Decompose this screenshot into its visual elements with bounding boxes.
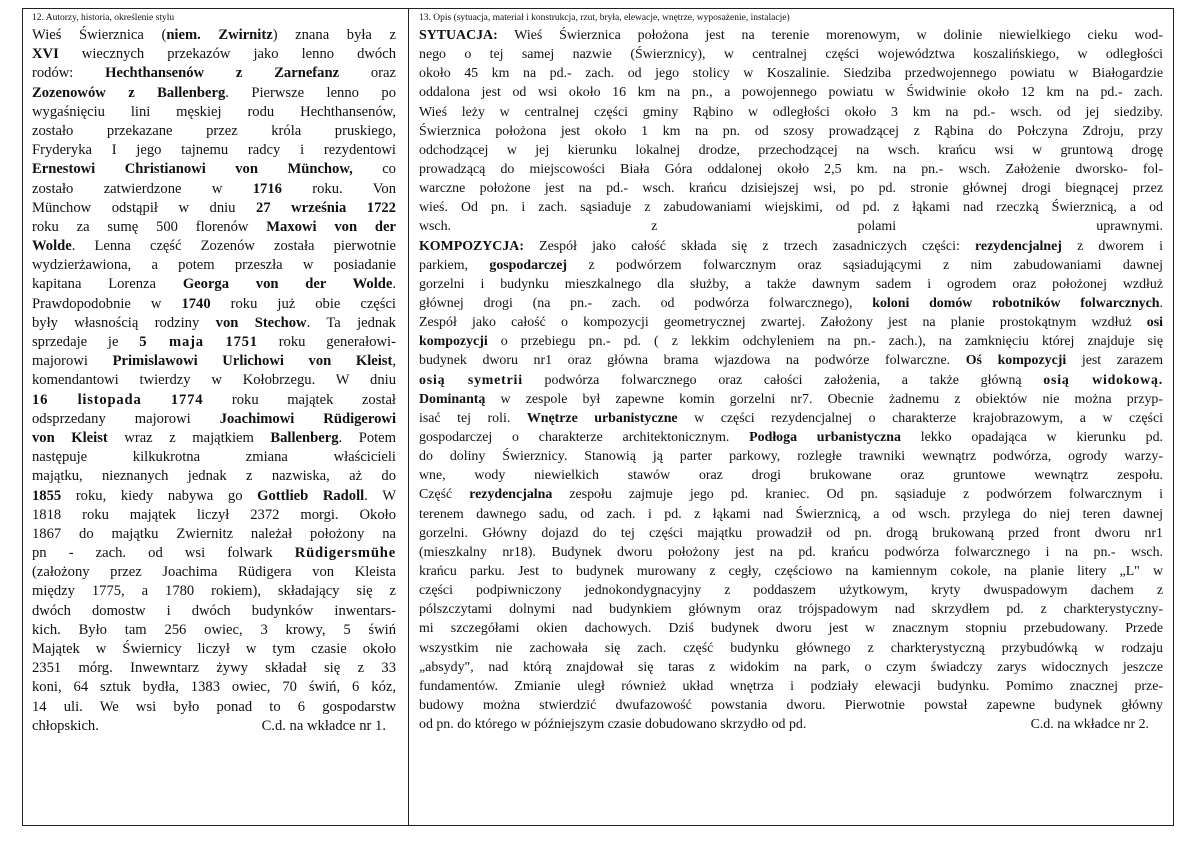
text-run: kapitana Lorenza [32, 276, 183, 293]
text-run: roku generałowi- [257, 334, 396, 350]
section-13-header: 13. Opis (sytuacja, materiał i konstrukcja, rzut, bryła, elewacje, wnętrze, wyposażenie, instalacje) [419, 13, 790, 23]
description-line [419, 409, 1163, 428]
emphasized-text: osią symetrii [419, 372, 523, 388]
description-line [419, 256, 1163, 275]
text-run: majątku, nieznanych jednak z nazwiska, aż do [32, 468, 396, 485]
text-run: (założony przez Joachima Rüdigera von Kleista [32, 564, 396, 581]
emphasized-text: 5 maja 1751 [139, 334, 258, 350]
text-run: pólszczytami dolnymi nad budynkiem głównym oraz trójspadowym nad skrzydłem pd. z charkterystyczny- [419, 602, 1163, 618]
right-column [409, 9, 1175, 734]
text-run: rodów: [32, 65, 106, 82]
history-line [32, 218, 396, 237]
text-run: gospodarczej o charakterze architektonicznym. [419, 429, 750, 445]
emphasized-text: Podłoga urbanistyczna [749, 429, 901, 445]
text-run: roku za sumę 500 florenów [32, 218, 267, 235]
emphasized-text: Hechthansenów z Zarnefanz [105, 65, 340, 82]
description-line [419, 351, 1163, 370]
text-run: Wieś leży w centralnej części gminy Rąbino w odległości około 3 km na pd.- wsch. od jej siedziby. [419, 104, 1163, 120]
emphasized-text: Dominantą [419, 391, 486, 407]
text-run: w części rezydencjalnej o charakterze krajobrazowym, a w części [677, 410, 1163, 426]
emphasized-text: 27 września 1722 [256, 199, 396, 216]
text-run: roku już obie części [210, 295, 396, 312]
text-run: wydzierżawiona, a potem przeszła w posiadanie [32, 257, 396, 274]
text-run: zostało przekazane przez króla pruskiego, [32, 122, 396, 139]
history-line [32, 448, 396, 467]
text-run: 14 uli. We wsi było ponad to 6 gospodarstw [32, 698, 396, 715]
emphasized-text: Zozenowów z Ballenberg [32, 84, 226, 101]
history-line [32, 64, 396, 83]
text-run: roku. Von [281, 180, 396, 197]
text-run: części podpiwniczony jednokondygnacyjny z poddaszem użytkowym, kryty dwuspadowym dachem z [419, 583, 1163, 599]
history-text [32, 26, 396, 717]
history-line [32, 429, 396, 448]
description-line [419, 275, 1163, 294]
description-line [419, 83, 1163, 102]
emphasized-text: gospodarczej [489, 257, 568, 273]
emphasized-text: koloni domów robotników folwarcznych [872, 295, 1160, 311]
emphasized-text: Primislawowi Urlichowi von Kleist [112, 353, 393, 370]
text-run: Fryderyka I jego tajnemu radcy i rezydentowi [32, 142, 396, 159]
description-line [419, 122, 1163, 141]
text-run: budowy można stwierdzić dwufazowość powstania dworu. Pierwotnie powstał zapewne budynek główny [419, 697, 1163, 713]
text-run: mi szczegółami okien dachowych. Dziś budynek dworu jest w znacznym stopniu przebudowany. Przede [419, 621, 1163, 637]
continuation-note: C.d. na wkładce nr 1. [261, 717, 386, 734]
emphasized-text: Georga von der Wolde [182, 276, 393, 293]
text-run: wszystkim nie zachowała się zach. część budynku głównego z charkterystyczną przybudówką w rodzaju [419, 640, 1163, 656]
text-run: do doliny Świerznicy. Stanowią ją parter parkowy, rozległe trawniki wewnątrz podwórza, ogrody warzy- [419, 449, 1163, 465]
text-run: roku, kiedy nabywa go [61, 487, 258, 504]
left-column [23, 9, 408, 736]
emphasized-text: Oś kompozycji [965, 353, 1067, 369]
text-run: . W [364, 487, 396, 504]
text-run: krańcu parku. Jest to budynek murowany z cegły, częściowo na kamiennym cokole, na planie litery „L" w [419, 563, 1163, 579]
description-line [419, 581, 1163, 600]
emphasized-text: Rüdigersmühe [294, 545, 396, 562]
text-run: warczne położone jest na pd.- wsch. krańcu dzisiejszej wsi, po pd. stronie głównej drogi biegnącej przez [419, 181, 1163, 197]
text-run: ) znana była z [272, 27, 396, 43]
description-last-line [419, 715, 1163, 734]
description-line [419, 390, 1163, 409]
description-last-text: od pn. do którego w późniejszym czasie dobudowano skrzydło od pd. [419, 717, 807, 733]
text-run: zostało zatwierdzone w [32, 180, 253, 197]
history-last-text: chłopskich. [32, 717, 99, 734]
history-line [32, 295, 396, 314]
text-run: fundamentów. Zmianie uległ również układ wnętrza i podziały elewacji budynku. Pomimo znacznej prze- [419, 678, 1163, 694]
text-run: nego o tej samej nazwie (Świerznicy), w centralnej części województwa koszalińskiego, w odległości [419, 47, 1163, 63]
history-line [32, 582, 396, 601]
emphasized-text: Ballenberg [270, 429, 339, 446]
description-line [419, 677, 1163, 696]
description-text [419, 26, 1163, 715]
text-run: o przebiegu pn.- pd. ( z lekkim odchyleniem na pn.- zach.), na zamknięciu której znajduje się [487, 334, 1163, 350]
description-line [419, 371, 1163, 390]
emphasized-text: Wnętrze urbanistyczne [526, 410, 678, 426]
description-line [419, 64, 1163, 83]
description-line [419, 447, 1163, 466]
history-line [32, 621, 396, 640]
history-line [32, 506, 396, 525]
text-run: . [1159, 295, 1163, 311]
text-run: koni, 64 sztuk bydła, 1383 owiec, 70 świń, 6 kóz, [32, 679, 396, 696]
history-line [32, 487, 396, 506]
text-run: . Potem [338, 429, 396, 446]
text-run: odchodzącej w jej kierunku lokalnej drodze, przechodzącej na wsch. krańcu wsi w gruntową drogę [419, 142, 1163, 158]
continuation-note: C.d. na wkładce nr 2. [1030, 717, 1149, 733]
text-run: kich. Było tam 256 owiec, 3 krowy, 5 świń [32, 621, 396, 638]
text-run: wiecznych przekazów jako lenno dwóch [58, 46, 396, 63]
text-run: w zespole był zapewne komin gorzelni nr7. Obecnie żadnemu z obiektów nie można przyp- [485, 391, 1163, 407]
emphasized-text: Ernestowi Christianowi von Münchow, [32, 161, 353, 178]
text-run: gorzelni i budynku mieszkalnego dla służby, a także dawnym sadem i ogrodem oraz położonej wzdłuż [419, 276, 1163, 292]
text-run: były własnością rodziny [32, 314, 216, 331]
description-line [419, 160, 1163, 179]
emphasized-text: rezydencjalnej [974, 238, 1062, 254]
text-run: z podwórzem folwarcznym oraz sąsiadującymi z nim zabudowaniami dawnej [567, 257, 1163, 273]
history-line [32, 391, 396, 410]
description-line [419, 141, 1163, 160]
text-run: roku majątek został [203, 391, 396, 408]
description-line [419, 466, 1163, 485]
description-line [419, 658, 1163, 677]
history-line [32, 410, 396, 429]
text-run: dwóch domostw i dwóch budynków inwentars- [32, 602, 396, 619]
history-line [32, 602, 396, 621]
emphasized-text: kompozycji [419, 334, 488, 350]
text-run: wieś. Od pn. i zach. sąsiaduje z zabudowaniami wiejskimi, od pd. z łąkami nad rzeczką Świerznicą, a od [419, 200, 1163, 216]
text-run: lekko opadająca w kierunku pd. [900, 429, 1163, 445]
text-run: . Ta jednak [306, 314, 396, 331]
text-run: terenem dawnego sadu, od zach. i pd. z łąkami nad Świerznicą, a od wsch. przylega do niej teren dawnej [419, 506, 1163, 522]
text-run: Świerznica położona jest około 1 km na pn. od szosy prowadzącej z Rąbina do Połczyna Zdroju, przy [419, 123, 1163, 139]
description-line [419, 600, 1163, 619]
history-line [32, 640, 396, 659]
text-run: 1818 roku majątek liczył 2372 morgi. Około [32, 506, 396, 523]
text-run: podwórza folwarcznego oraz całości założenia, a także główną [522, 372, 1044, 388]
text-run: wsch. z polami uprawnymi. [419, 219, 1163, 235]
emphasized-text: Gottlieb Radoll [257, 487, 365, 504]
description-line [419, 217, 1163, 236]
description-line [419, 524, 1163, 543]
text-run: Część [419, 487, 470, 503]
description-line [419, 332, 1163, 351]
text-run: . Lenna część Zozenów została pierwotnie [71, 238, 396, 255]
history-line [32, 678, 396, 697]
description-line [419, 639, 1163, 658]
text-run: Prawdopodobnie w [32, 295, 182, 312]
history-line [32, 333, 396, 352]
history-line [32, 659, 396, 678]
text-run: z dworem i [1061, 238, 1163, 254]
text-run: następuje kilkukrotna zmiana właścicieli [32, 449, 396, 466]
text-run: sprzedaje je [32, 334, 140, 350]
emphasized-text: osią widokową. [1043, 372, 1163, 388]
emphasized-text: rezydencjalna [469, 487, 553, 503]
text-run: Münchow odstąpił w dniu [32, 199, 257, 216]
text-run: , [392, 353, 396, 370]
description-line [419, 428, 1163, 447]
history-line [32, 180, 396, 199]
text-run: odsprzedany majorowi [32, 410, 220, 427]
description-line [419, 505, 1163, 524]
emphasized-text: niem. Zwirnitz [166, 27, 273, 43]
text-run: 2351 mórg. Inwewntarz żywy składał się z 33 [32, 660, 396, 677]
description-line [419, 45, 1163, 64]
history-line [32, 467, 396, 486]
text-run: „absydy", nad którą znajdował się taras z widokim na park, o czym świadczy zarys widocznych jeszcze [419, 659, 1163, 675]
history-line [32, 45, 396, 64]
text-run: głównej drogi (na pn.- zach. od podwórza folwarcznego), [419, 295, 873, 311]
text-run: . [392, 276, 396, 293]
text-run: oddalona jest od wsi około 16 km na pn., a powojennego powiatu w Świdwinie około 12 km na pd.- zach. [419, 85, 1163, 101]
text-run: Wieś Świerznica ( [32, 27, 167, 43]
text-run: Zespół jako całość o kompozycji geometrycznej zwartej. Założony jest na planie prostokątnym wzdłuż [419, 315, 1147, 331]
text-run: . Pierwsze lenno po [225, 84, 396, 101]
emphasized-text: 1740 [181, 295, 211, 312]
text-run: zespołu zajmuje jego pd. kraniec. Od pn. sąsiaduje z podwórzem folwarcznym i [552, 487, 1163, 503]
text-run: Majątek w Świernicy liczył w tym czasie około [32, 641, 396, 657]
text-run: Zespół jako całość składa się z trzech zasadniczych części: [523, 238, 975, 254]
history-line [32, 352, 396, 371]
emphasized-text: 1716 [252, 180, 282, 197]
text-run: isać tej roli. [419, 410, 527, 426]
emphasized-text: osi [1146, 315, 1163, 331]
text-run: budynek dworu nr1 oraz główna brama wjazdowa na podwórze folwarczne. [419, 353, 966, 369]
history-line [32, 122, 396, 141]
history-line [32, 26, 396, 45]
history-line [32, 544, 396, 563]
text-run: prowadzącą do miejscowości Biała Góra oddalonej około 2,5 km. na pn.- wsch. Założenie dworsko- fol- [419, 161, 1163, 177]
history-line [32, 84, 396, 103]
description-line [419, 26, 1163, 45]
description-line [419, 543, 1163, 562]
text-run: wraz z majątkiem [107, 429, 271, 446]
text-run: około 45 km na pd.- zach. od jego stolicy w Koszalinie. Siedziba przedwojennego powiatu w Białogardzie [419, 66, 1163, 82]
text-run: między 1775, a 1780 rokiem), składający się z [32, 583, 396, 600]
emphasized-text: Wolde [32, 238, 72, 255]
description-line [419, 313, 1163, 332]
description-line [419, 237, 1163, 256]
emphasized-text: KOMPOZYCJA: [419, 238, 524, 254]
text-run: gorzelni. Główny dojazd do tej części majątku prowadził od pn. drogą brukowaną przed front dworu nr1 [419, 525, 1163, 541]
text-run: wne, wody niewielkich stawów oraz drogi brukowane oraz gruntowe wewnątrz zespołu. [419, 468, 1163, 484]
history-line [32, 371, 396, 390]
text-run: majorowi [32, 353, 113, 370]
text-run: oraz [339, 65, 396, 82]
emphasized-text: 1855 [32, 487, 62, 504]
text-run: jest zarazem [1066, 353, 1163, 369]
text-run: 1867 do majątku Zwiernitz należał położony na [32, 525, 396, 542]
text-run: komendantowi twierdzy w Kołobrzegu. W dniu [32, 372, 396, 389]
text-run: co [352, 161, 396, 178]
emphasized-text: von Stechow [215, 314, 307, 331]
emphasized-text: XVI [32, 46, 59, 63]
description-line [419, 562, 1163, 581]
text-run: wygaśnięciu lini męskiej rodu Hechthansenów, [32, 103, 396, 120]
emphasized-text: 16 listopada 1774 [32, 391, 204, 408]
description-line [419, 696, 1163, 715]
history-line [32, 160, 396, 179]
emphasized-text: SYTUACJA: [419, 28, 498, 43]
description-line [419, 619, 1163, 638]
description-line [419, 198, 1163, 217]
section-12-header: 12. Autorzy, historia, określenie stylu [32, 13, 175, 23]
emphasized-text: von Kleist [32, 429, 108, 446]
history-line [32, 141, 396, 160]
history-line [32, 563, 396, 582]
history-line [32, 237, 396, 256]
text-run: (mieszkalny nr18). Budynek dworu położony jest na pd. krańcu podwórza folwarcznego i na pn.- wsch. [419, 544, 1163, 560]
text-run: pn - zach. od wsi folwark [32, 545, 295, 562]
emphasized-text: Maxowi von der [266, 218, 396, 235]
history-line [32, 698, 396, 717]
description-line [419, 179, 1163, 198]
history-line [32, 103, 396, 122]
history-last-line [32, 717, 396, 736]
history-line [32, 314, 396, 333]
text-run: Wieś Świerznica położona jest na terenie morenowym, w dolinie niewielkiego cieku wod- [497, 28, 1163, 43]
description-line [419, 294, 1163, 313]
description-line [419, 485, 1163, 504]
emphasized-text: Joachimowi Rüdigerowi [219, 410, 396, 427]
record-sheet [22, 8, 1174, 826]
history-line [32, 199, 396, 218]
text-run: parkiem, [419, 257, 490, 273]
description-line [419, 103, 1163, 122]
history-line [32, 275, 396, 294]
history-line [32, 525, 396, 544]
history-line [32, 256, 396, 275]
